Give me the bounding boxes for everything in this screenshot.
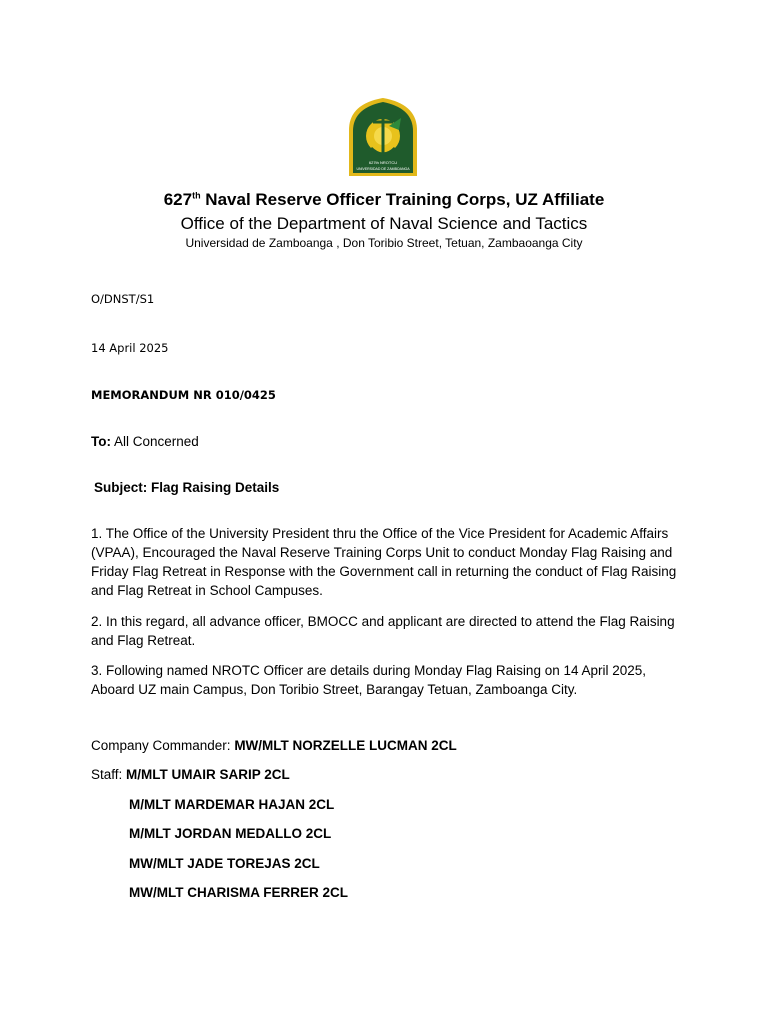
- memo-date: 14 April 2025: [91, 341, 169, 355]
- staff-line: Staff: M/MLT UMAIR SARIP 2CL: [91, 767, 290, 782]
- memo-number: MEMORANDUM NR 010/0425: [91, 388, 276, 402]
- nrotc-seal-logo: [345, 96, 421, 178]
- paragraph-3: 3. Following named NROTC Officer are details during Monday Flag Raising on 14 April 2025, Aboard UZ main Campus, Don Toribio Street, Barangay Tetuan, Zamboanga City.: [91, 663, 647, 697]
- office-address: Universidad de Zamboanga , Don Toribio Street, Tetuan, Zambaoanga City: [185, 236, 583, 250]
- office-title: Office of the Department of Naval Science and Tactics: [180, 214, 588, 233]
- memo-reference: O/DNST/S1: [91, 292, 155, 306]
- unit-title: 627th Naval Reserve Officer Training Corps, UZ Affiliate: [163, 190, 605, 209]
- staff-member: M/MLT MARDEMAR HAJAN 2CL: [129, 797, 335, 812]
- paragraph-2: 2. In this regard, all advance officer, BMOCC and applicant are directed to attend the Flag Raising and Flag Retreat.: [91, 614, 675, 648]
- seal-text-unit: 627th NROTCU: [368, 160, 398, 165]
- staff-member: MW/MLT CHARISMA FERRER 2CL: [129, 885, 348, 900]
- staff-member: M/MLT JORDAN MEDALLO 2CL: [129, 826, 332, 841]
- company-commander: Company Commander: MW/MLT NORZELLE LUCMAN 2CL: [91, 738, 457, 753]
- staff-member: MW/MLT JADE TOREJAS 2CL: [129, 856, 320, 871]
- memo-recipient: To: All Concerned: [91, 434, 199, 449]
- seal-text-university: UNIVERSIDAD DE ZAMBOANGA: [356, 167, 410, 171]
- paragraph-1: 1. The Office of the University President thru the Office of the Vice President for Academic Affairs (VPAA), Encouraged the Naval Reserve Training Corps Unit to conduct Monday Flag Raising and Friday Flag Retreat in Response with the Government call in returning the conduct of Flag Raising and Flag Retreat in School Campuses.: [91, 526, 677, 598]
- memo-subject: Subject: Flag Raising Details: [94, 480, 280, 495]
